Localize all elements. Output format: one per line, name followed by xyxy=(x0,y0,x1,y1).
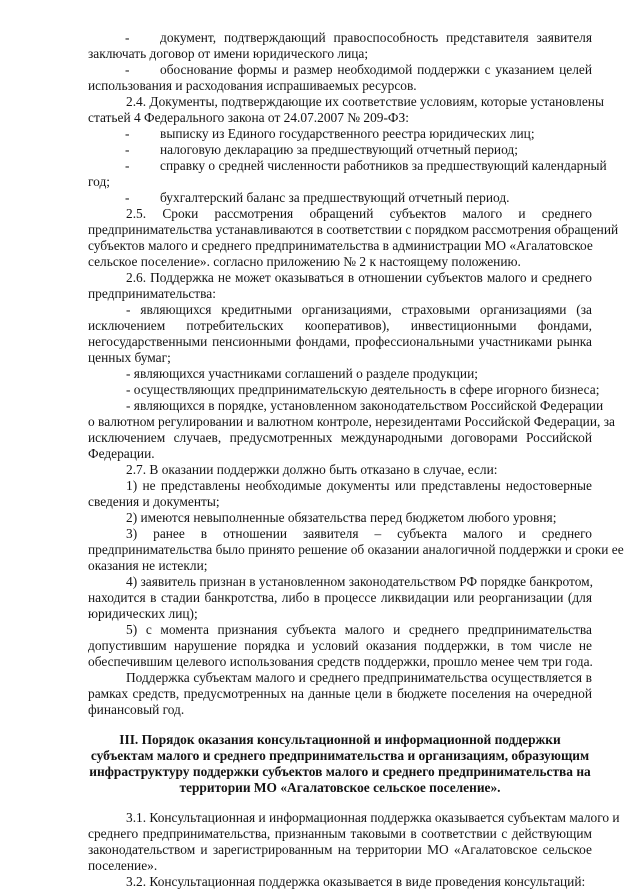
paragraph-line: исключением потребительских кооперативов), инвестиционными фондами, xyxy=(88,318,592,333)
paragraph-line: рамках средств, предусмотренных на данные цели в бюджете поселения на очередной xyxy=(88,686,592,701)
paragraph-line: 3) ранее в отношении заявителя – субъекта малого и среднего xyxy=(126,526,592,541)
paragraph-line: - являющихся участниками соглашений о разделе продукции; xyxy=(126,366,478,381)
paragraph-line: 1) не представлены необходимые документы или представлены недостоверные xyxy=(126,478,592,493)
paragraph-line: обеспечившим целевого использования средств поддержки, прошло менее чем три года. xyxy=(88,654,593,669)
section-heading-line: инфраструктуру поддержки субъектов малого и среднего предпринимательства на xyxy=(89,764,591,779)
paragraph-line: находится в стадии банкротства, либо в процессе ликвидации или реорганизации (для xyxy=(88,590,592,605)
paragraph-line: поселение». xyxy=(88,858,158,873)
paragraph-line: законодательством и зарегистрированным на территории МО «Агалатовское сельское xyxy=(88,842,592,857)
paragraph-line: 2.6. Поддержка не может оказываться в отношении субъектов малого и среднего xyxy=(126,270,592,285)
paragraph-line: Поддержка субъектам малого и среднего предпринимательства осуществляется в xyxy=(126,670,592,685)
paragraph-line: заключать договор от имени юридического лица; xyxy=(88,46,369,61)
paragraph-line: - являющихся кредитными организациями, страховыми организациями (за xyxy=(126,302,592,317)
paragraph-line: оказания не истекли; xyxy=(88,558,208,573)
list-dash: - xyxy=(125,62,130,77)
paragraph-line: Федерации. xyxy=(88,446,155,461)
paragraph-line: предпринимательства было принято решение об оказании аналогичной поддержки и сроки ее xyxy=(88,542,624,557)
paragraph-line: 2.4. Документы, подтверждающие их соответствие условиям, которые установлены xyxy=(126,94,604,109)
list-dash: - xyxy=(125,142,130,157)
paragraph-line: - осуществляющих предпринимательскую деятельность в сфере игорного бизнеса; xyxy=(126,382,600,397)
paragraph-line: юридических лиц); xyxy=(88,606,198,621)
section-heading-line: территории МО «Агалатовское сельское поселение». xyxy=(179,780,501,795)
paragraph-line: год; xyxy=(88,174,111,189)
list-dash: - xyxy=(125,126,130,141)
paragraph-line: 2.5. Сроки рассмотрения обращений субъектов малого и среднего xyxy=(126,206,592,221)
paragraph-line: сельское поселение». согласно приложению № 2 к настоящему положению. xyxy=(88,254,521,269)
paragraph-line: статьей 4 Федерального закона от 24.07.2007 № 209-ФЗ: xyxy=(88,110,409,125)
paragraph-line: бухгалтерский баланс за предшествующий отчетный период. xyxy=(160,190,510,205)
paragraph-line: финансовый год. xyxy=(88,702,185,717)
paragraph-line: выписку из Единого государственного реестра юридических лиц; xyxy=(160,126,535,141)
paragraph-line: 2.7. В оказании поддержки должно быть отказано в случае, если: xyxy=(126,462,498,477)
paragraph-line: субъектов малого и среднего предпринимательства в администрации МО «Агалатовское xyxy=(88,238,593,253)
list-dash: - xyxy=(125,190,130,205)
paragraph-line: сведения и документы; xyxy=(88,494,220,509)
paragraph-line: налоговую декларацию за предшествующий отчетный период; xyxy=(160,142,518,157)
paragraph-line: 5) с момента признания субъекта малого и среднего предпринимательства xyxy=(126,622,592,637)
paragraph-line: о валютном регулировании и валютном контроле, нерезидентами Российской Федерации, за xyxy=(88,414,615,429)
paragraph-line: предпринимательства устанавливаются в соответствии с порядком рассмотрения обращений xyxy=(88,222,619,237)
paragraph-line: негосударственными пенсионными фондами, профессиональными участниками рынка xyxy=(88,334,592,349)
paragraph-line: - являющихся в порядке, установленном законодательством Российской Федерации xyxy=(126,398,604,413)
paragraph-line: ценных бумаг; xyxy=(88,350,171,365)
paragraph-line: использования и расходования испрашиваемых ресурсов. xyxy=(88,78,417,93)
paragraph-line: 4) заявитель признан в установленном законодательством РФ порядке банкротом, xyxy=(126,574,593,589)
list-dash: - xyxy=(125,30,130,45)
section-heading-line: субъектам малого и среднего предпринимательства и организациям, образующим xyxy=(90,748,590,763)
paragraph-line: 2) имеются невыполненные обязательства перед бюджетом любого уровня; xyxy=(126,510,557,525)
paragraph-line: 3.2. Консультационная поддержка оказывается в виде проведения консультаций: xyxy=(126,874,586,889)
list-dash: - xyxy=(125,158,130,173)
paragraph-line: 3.1. Консультационная и информационная поддержка оказывается субъектам малого и xyxy=(126,810,620,825)
paragraph-line: исключением случаев, предусмотренных международными договорами Российской xyxy=(88,430,592,445)
paragraph-line: среднего предпринимательства, признанным таковыми в соответствии с действующим xyxy=(88,826,592,841)
paragraph-line: обоснование формы и размер необходимой поддержки с указанием целей xyxy=(160,62,592,77)
paragraph-line: предпринимательства: xyxy=(88,286,216,301)
paragraph-line: справку о средней численности работников за предшествующий календарный xyxy=(160,158,607,173)
paragraph-line: допустившим нарушение порядка и условий оказания поддержки, в том числе не xyxy=(88,638,592,653)
section-heading-line: III. Порядок оказания консультационной и информационной поддержки xyxy=(119,732,561,747)
paragraph-line: документ, подтверждающий правоспособность представителя заявителя xyxy=(160,30,592,45)
